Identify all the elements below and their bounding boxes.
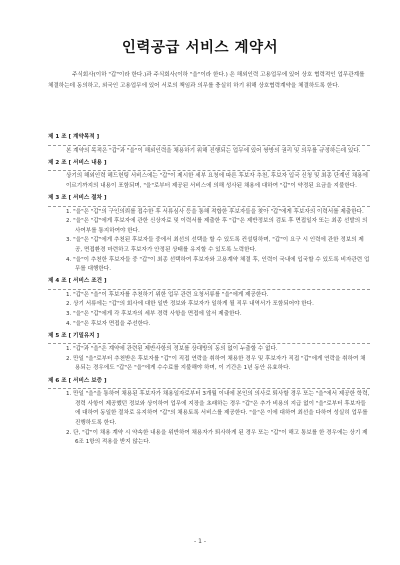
article-section <box>48 159 370 192</box>
article-item: 3. "을"은 "갑"에게 추천된 후보자들 중에서 최선의 선택을 할 수 있도록 컨설팅하며, "갑"이 요구 시 인력에 관한 정보의 제공, 면접환경 마련하고 후보자가 안정된 상태를 유지할 수 있도록 노력한다. <box>66 237 364 253</box>
article-item: 2. "을"은 "갑"에게 후보자에 관한 신상자료 및 이력서를 제출한 후 "갑"은 제반정보의 검토 후 면접일자 또는 최종 선발의 의사여부를 통지하여야 한다. <box>66 218 368 234</box>
article-section <box>48 194 370 275</box>
article-section <box>48 377 370 448</box>
article-item: 4. "을"이 추천한 후보자들 중 "갑"이 최종 선택하여 후보자와 고용계약 체결 후, 인력이 국내에 입국할 수 있도록 비자관련 업무를 대행한다. <box>66 256 370 273</box>
article-paragraph: 상기의 해외인력 헤드헌팅 서비스에는 "갑"이 제시한 세부 요청에 따른 후보자 추천, 후보자 입국 신청 및 최종 단계인 채용에 이르기까지의 내용이 포함되며, "을"로부터 제공된 서비스에 의해 성사된 채용에 대하여 "갑"이 약정된 요금을 지불한다. <box>66 173 368 189</box>
article-item: 1. "을"은 "갑"의 구인의뢰를 접수한 후 서류심사 등을 통해 적합한 후보자들을 찾아 "갑"에게 후보자의 이력서를 제출한다. <box>66 208 364 215</box>
article-item: 1. "갑"은 "을"이 후보자를 추천하기 위한 업무 관련 요청서류를 "을"에게 제공한다. <box>66 291 269 298</box>
article-heading: 제 6 조 [ 서비스 보증 ] <box>48 377 370 390</box>
article-section <box>48 133 370 156</box>
article-item: 1. "갑"과 "을"은 계약에 관련된 제반사항의 정보를 상대방의 동의 없이 누출할 수 없다. <box>66 346 278 353</box>
article-item: 2. 상기 서류에는 "갑"의 회사에 대한 일반 정보와 후보자가 일하게 될 직무 내역서가 포함되어야 한다. <box>66 301 314 308</box>
article-body <box>48 172 370 191</box>
article-heading: 제 2 조 [ 서비스 내용 ] <box>48 159 370 172</box>
article-heading: 제 4 조 [ 서비스 조건 ] <box>48 277 370 290</box>
article-body <box>48 208 370 275</box>
article-heading: 제 3 조 [ 서비스 절차 ] <box>48 194 370 207</box>
article-item: 2. 단, "갑"이 채용 계약 시 약속한 내용을 위반하여 채용자가 퇴사하게 된 경우 또는 "갑"이 해고 통보를 한 경우에는 상기 제6조 1항의 적용을 받지 않는다. <box>66 429 368 446</box>
article-section <box>48 332 370 374</box>
articles-container <box>48 133 370 450</box>
article-body <box>48 345 370 374</box>
page-number: - 1 - <box>194 538 206 545</box>
article-body <box>48 147 370 157</box>
article-body <box>48 390 370 448</box>
article-heading: 제 5 조 [ 기밀유지 ] <box>48 332 370 345</box>
article-item: 2. 만일 "을"로부터 추천받은 후보자를 "갑"이 직접 연락을 취하여 채용한 경우 및 후보자가 직접 "갑"에게 연락을 취하여 채용되는 경우에도 "갑"은 "을"에게 수수료를 지불해야 하며, 이 기간은 1년 동안 유효하다. <box>66 355 366 372</box>
article-item: 1. 만일 "을"을 통하여 채용된 후보자가 채용일자로부터 3개월 이내에 본인의 의사로 퇴사할 경우 또는 "을"에서 제공한 학력, 경력 사항이 제공했던 정보와 상이하여 업무에 지장을 초래하는 경우 "갑"은 추가 비용의 지급 없이 "을"로부터 후보자들에 대하여 동일한 절차로 유지하여 "갑"의 채용토록 서비스를 제공한다. "을"은 이에 대하여 최선을 다하여 성실히 업무를 진행하도록 한다. <box>66 391 370 426</box>
document-title: 인력공급 서비스 계약서 <box>121 40 279 56</box>
article-body <box>48 291 370 329</box>
article-item: 4. "을"은 후보자 면접을 주선한다. <box>66 320 151 327</box>
intro-paragraph: 주식회사(이하 "갑"이라 한다.)과 주식회사(이하 "을"이라 한다.) 은 해외인력 고용업무에 있어 상호 협력적인 업무관계를 체결하는데 동의하고, 외국인 고용업무에 있어 서로의 책임과 의무를 충실히 하기 위해 상호협력계약을 체결하도록 한다. <box>48 72 365 89</box>
article-section <box>48 277 370 329</box>
article-heading: 제 1 조 [ 계약목적 ] <box>48 133 370 146</box>
article-paragraph: 본 계약의 목적은 "갑"과 "을"이 해외인력을 채용하기 위해 진행되는 업무에 있어 쌍방의 권리 및 의무를 규정하는데 있다. <box>66 147 361 154</box>
article-item: 3. "을"은 "갑"에게 각 후보자의 세부 경력 사항을 면접에 앞서 제출한다. <box>66 311 242 317</box>
